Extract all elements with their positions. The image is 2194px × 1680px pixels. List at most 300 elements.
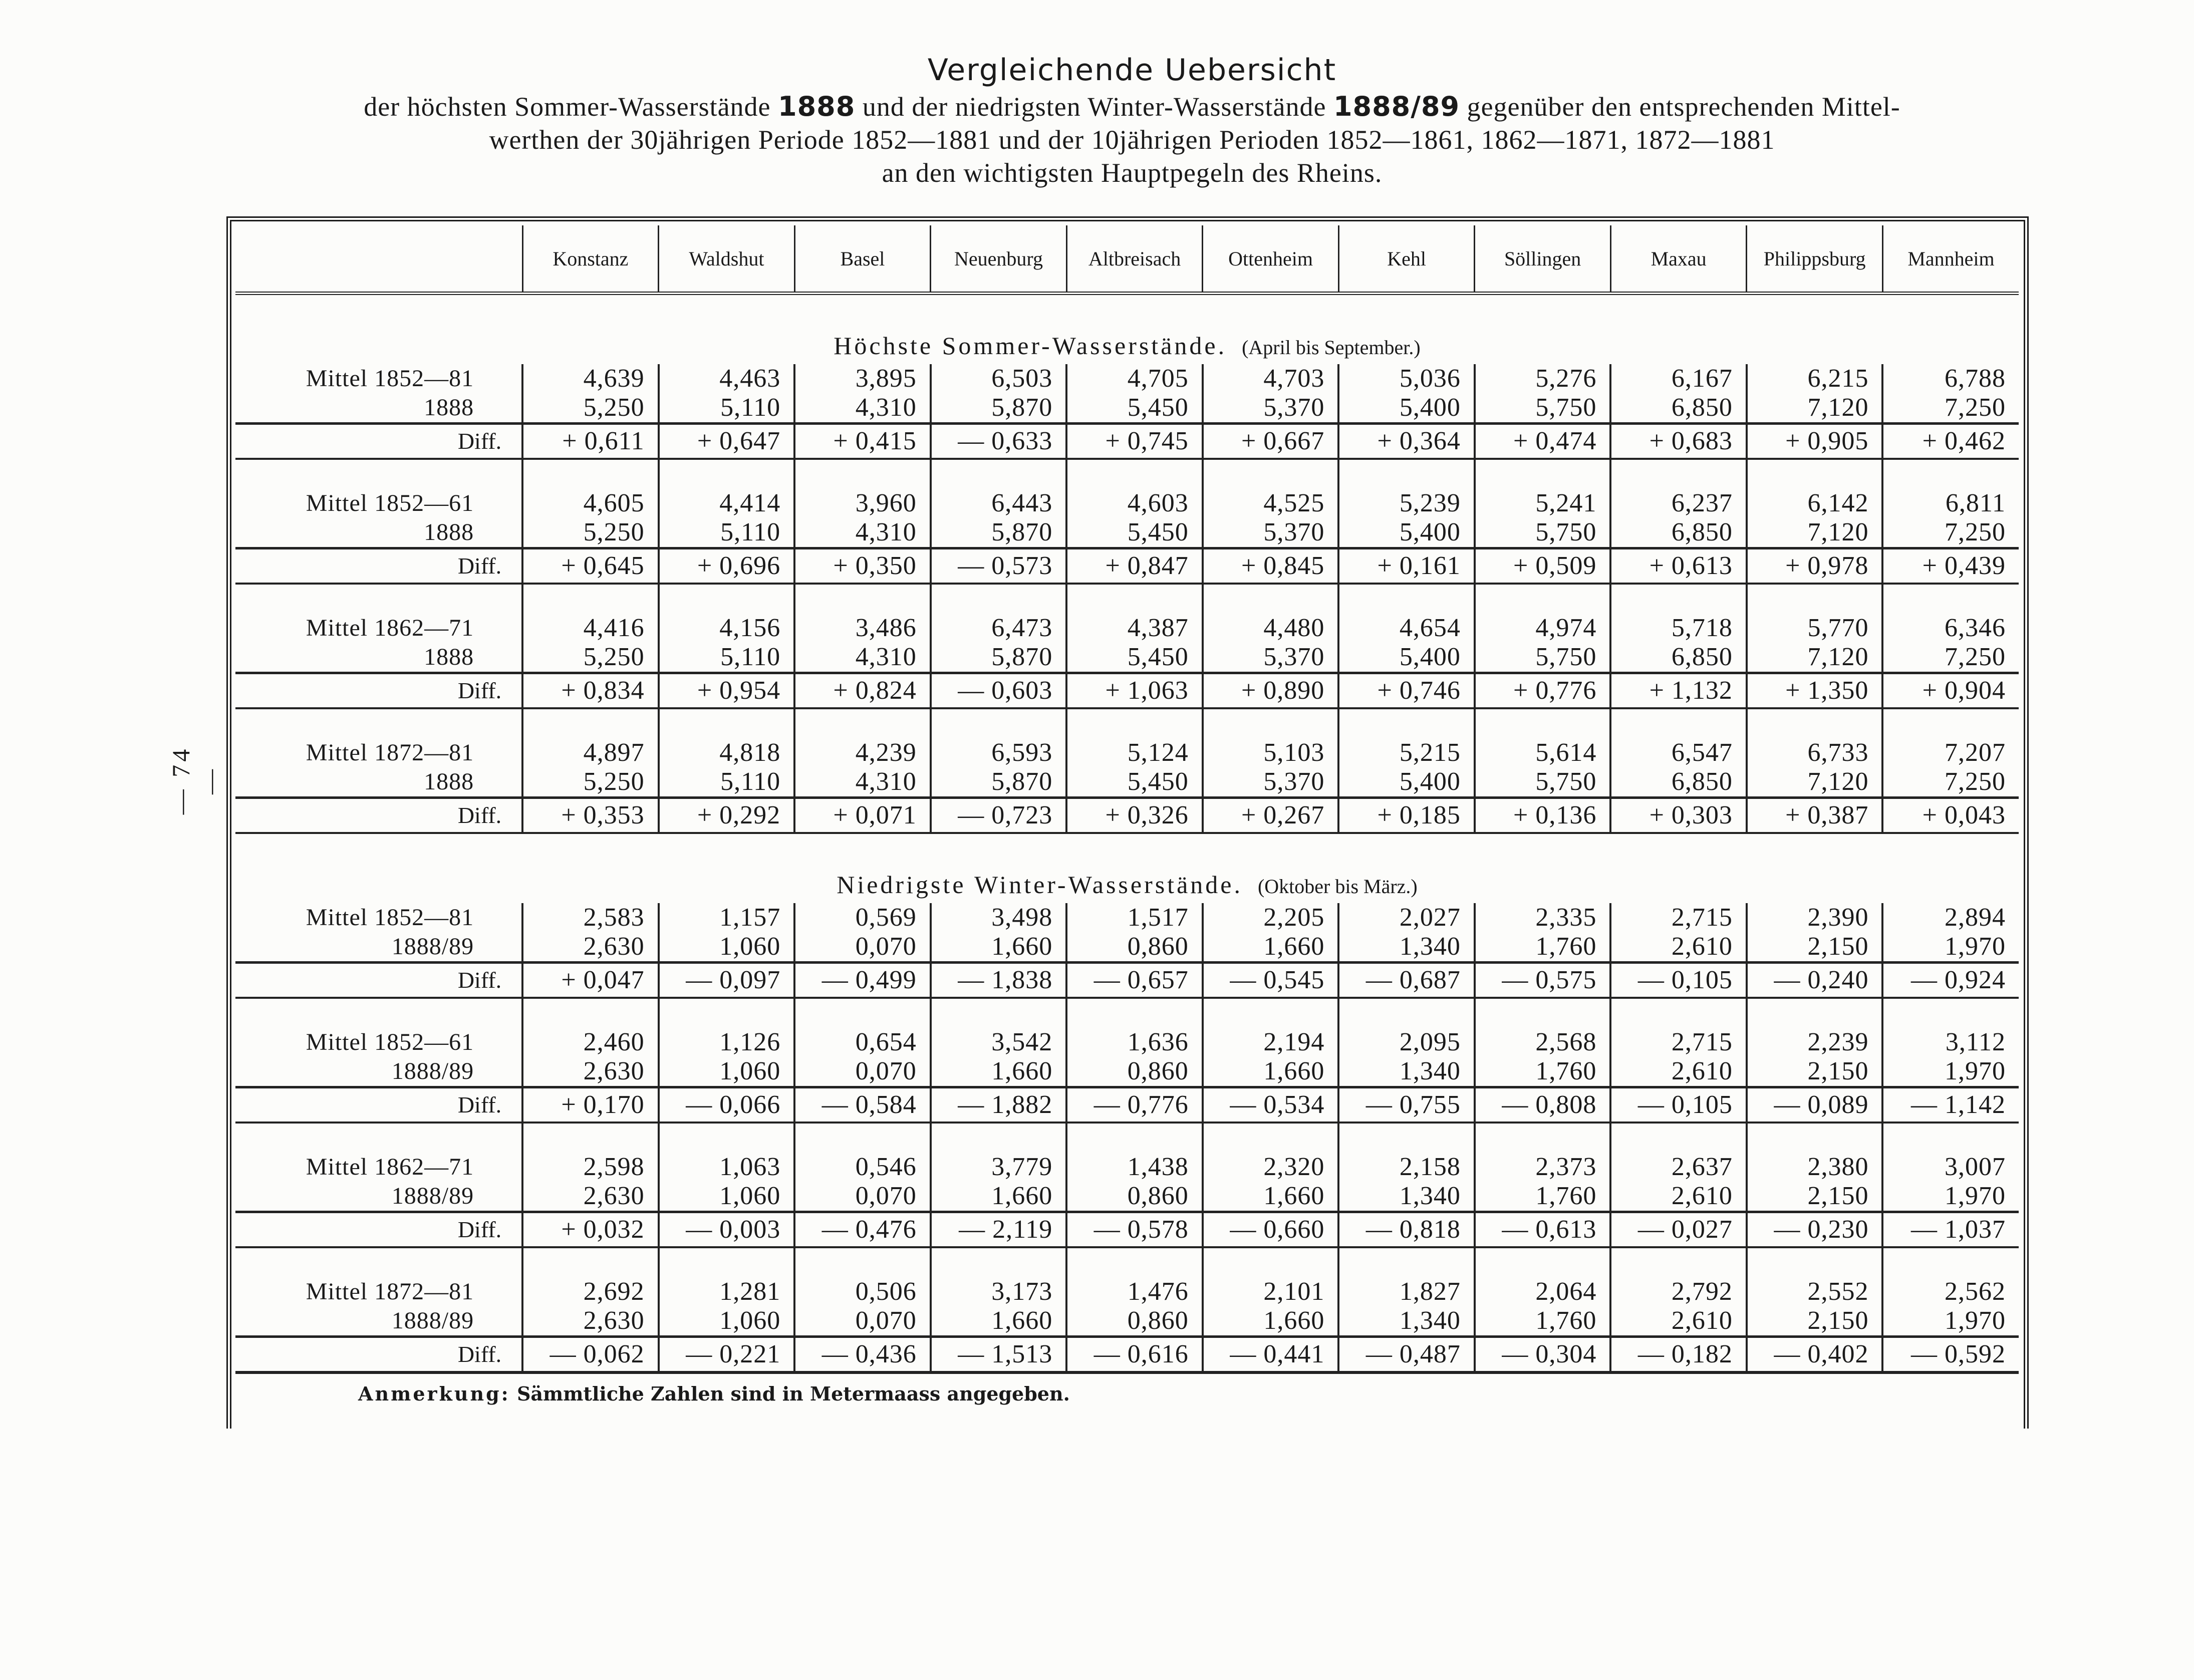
- spacer-cell: [1338, 584, 1475, 614]
- value-cell: — 0,003: [659, 1212, 795, 1248]
- spacer-cell: [659, 584, 795, 614]
- table-row-diff: [235, 1337, 2019, 1373]
- value-cell: 7,207: [1882, 738, 2019, 767]
- value-cell: 5,036: [1338, 364, 1475, 393]
- spacer-cell: [1066, 1123, 1203, 1153]
- value-cell: 6,215: [1747, 364, 1883, 393]
- value-cell: 7,120: [1747, 393, 1883, 424]
- value-cell: 3,779: [931, 1153, 1067, 1182]
- value-cell: 4,654: [1338, 614, 1475, 643]
- value-cell: + 0,954: [659, 673, 795, 709]
- value-cell: + 0,683: [1610, 424, 1747, 459]
- value-cell: 2,610: [1610, 932, 1747, 963]
- value-cell: 5,718: [1610, 614, 1747, 643]
- spacer-label-cell: [235, 1123, 522, 1153]
- value-cell: 3,007: [1882, 1153, 2019, 1182]
- title-line-1-part-a: der höchsten Sommer-Wasserstände: [364, 92, 771, 122]
- value-cell: — 0,097: [659, 963, 795, 998]
- spacer-label-cell: [235, 459, 522, 489]
- value-cell: 1,476: [1066, 1277, 1203, 1306]
- section-title-row: [235, 833, 2019, 903]
- station-header: Mannheim: [1882, 225, 2019, 294]
- value-cell: — 0,105: [1610, 1087, 1747, 1123]
- value-cell: 6,443: [931, 489, 1067, 518]
- value-cell: — 1,037: [1882, 1212, 2019, 1248]
- value-cell: 2,715: [1610, 1028, 1747, 1057]
- value-cell: 5,241: [1475, 489, 1611, 518]
- value-cell: + 0,509: [1475, 548, 1611, 584]
- row-label: Mittel 1872—81: [306, 739, 474, 766]
- value-cell: 2,610: [1610, 1057, 1747, 1087]
- value-cell: 2,630: [522, 1182, 659, 1212]
- value-cell: — 0,924: [1882, 963, 2019, 998]
- station-header: Maxau: [1610, 225, 1747, 294]
- value-cell: 1,827: [1338, 1277, 1475, 1306]
- value-cell: 2,027: [1338, 903, 1475, 932]
- value-cell: — 0,534: [1203, 1087, 1339, 1123]
- value-cell: — 0,575: [1475, 963, 1611, 998]
- value-cell: 2,610: [1610, 1182, 1747, 1212]
- value-cell: + 0,645: [522, 548, 659, 584]
- value-cell: 1,970: [1882, 932, 2019, 963]
- spacer-cell: [1066, 584, 1203, 614]
- value-cell: — 0,304: [1475, 1337, 1611, 1373]
- value-cell: 1,660: [931, 1306, 1067, 1337]
- value-cell: — 0,818: [1338, 1212, 1475, 1248]
- value-cell: 1,060: [659, 932, 795, 963]
- value-cell: — 0,723: [931, 798, 1067, 833]
- value-cell: 5,450: [1066, 767, 1203, 798]
- value-cell: — 0,027: [1610, 1212, 1747, 1248]
- value-cell: 2,460: [522, 1028, 659, 1057]
- row-label: Diff.: [235, 548, 522, 584]
- value-cell: 3,895: [794, 364, 931, 393]
- table-row-mean: [235, 1028, 2019, 1057]
- value-cell: 1,060: [659, 1182, 795, 1212]
- value-cell: 2,894: [1882, 903, 2019, 932]
- value-cell: 2,205: [1203, 903, 1339, 932]
- value-cell: 5,215: [1338, 738, 1475, 767]
- value-cell: — 0,578: [1066, 1212, 1203, 1248]
- table-row-diff: [235, 1087, 2019, 1123]
- row-label: 1888: [235, 767, 522, 798]
- title-year-summer: 1888: [778, 91, 856, 122]
- value-cell: 1,063: [659, 1153, 795, 1182]
- section-title-text: Niedrigste Winter-Wasserstände.: [837, 871, 1243, 899]
- value-cell: 3,498: [931, 903, 1067, 932]
- value-cell: + 0,890: [1203, 673, 1339, 709]
- value-cell: 1,126: [659, 1028, 795, 1057]
- section-subtitle: (April bis September.): [1242, 336, 1421, 359]
- value-cell: 1,660: [1203, 932, 1339, 963]
- value-cell: 5,103: [1203, 738, 1339, 767]
- value-cell: 7,120: [1747, 518, 1883, 548]
- value-cell: 5,870: [931, 518, 1067, 548]
- title-line-3: an den wichtigsten Hauptpegeln des Rheins.: [882, 158, 1383, 188]
- value-cell: 0,506: [794, 1277, 931, 1306]
- row-label: Diff.: [235, 1212, 522, 1248]
- footnote-text: Sämmtliche Zahlen sind in Metermaass angegeben.: [516, 1382, 1070, 1405]
- value-cell: 2,568: [1475, 1028, 1611, 1057]
- row-label: Diff.: [235, 798, 522, 833]
- spacer-cell: [931, 584, 1067, 614]
- row-label: Diff.: [235, 963, 522, 998]
- row-label: 1888/89: [235, 932, 522, 963]
- value-cell: — 2,119: [931, 1212, 1067, 1248]
- title-line-1: [210, 90, 2054, 123]
- group-spacer: [235, 998, 2019, 1028]
- value-cell: 5,370: [1203, 767, 1339, 798]
- value-cell: 2,380: [1747, 1153, 1883, 1182]
- value-cell: 2,562: [1882, 1277, 2019, 1306]
- value-cell: 0,654: [794, 1028, 931, 1057]
- spacer-cell: [1610, 708, 1747, 738]
- value-cell: — 0,573: [931, 548, 1067, 584]
- value-cell: 2,373: [1475, 1153, 1611, 1182]
- value-cell: + 0,745: [1066, 424, 1203, 459]
- spacer-cell: [1338, 459, 1475, 489]
- spacer-cell: [1066, 459, 1203, 489]
- value-cell: 4,310: [794, 518, 931, 548]
- table-row-diff: [235, 798, 2019, 833]
- spacer-cell: [1882, 1247, 2019, 1277]
- value-cell: 4,239: [794, 738, 931, 767]
- spacer-cell: [1338, 998, 1475, 1028]
- value-cell: 4,310: [794, 643, 931, 673]
- value-cell: — 0,221: [659, 1337, 795, 1373]
- spacer-cell: [794, 1247, 931, 1277]
- value-cell: 1,760: [1475, 1306, 1611, 1337]
- station-header: Ottenheim: [1203, 225, 1339, 294]
- spacer-cell: [1066, 998, 1203, 1028]
- value-cell: 2,064: [1475, 1277, 1611, 1306]
- value-cell: 0,860: [1066, 1182, 1203, 1212]
- value-cell: 4,974: [1475, 614, 1611, 643]
- row-label: Diff.: [235, 1337, 522, 1373]
- value-cell: 4,156: [659, 614, 795, 643]
- value-cell: + 0,353: [522, 798, 659, 833]
- value-cell: 2,095: [1338, 1028, 1475, 1057]
- value-cell: 1,340: [1338, 1057, 1475, 1087]
- table-row-year: [235, 518, 2019, 548]
- value-cell: + 0,032: [522, 1212, 659, 1248]
- value-cell: 7,250: [1882, 643, 2019, 673]
- footnote: [358, 1382, 1070, 1405]
- value-cell: — 1,142: [1882, 1087, 2019, 1123]
- value-cell: 6,850: [1610, 767, 1747, 798]
- value-cell: 1,636: [1066, 1028, 1203, 1057]
- value-cell: + 1,132: [1610, 673, 1747, 709]
- value-cell: 5,750: [1475, 767, 1611, 798]
- value-cell: — 0,402: [1747, 1337, 1883, 1373]
- value-cell: 1,340: [1338, 1306, 1475, 1337]
- value-cell: 1,340: [1338, 932, 1475, 963]
- spacer-cell: [1882, 459, 2019, 489]
- station-header: Basel: [794, 225, 931, 294]
- value-cell: 1,660: [1203, 1306, 1339, 1337]
- spacer-cell: [1882, 708, 2019, 738]
- spacer-cell: [1203, 1247, 1339, 1277]
- value-cell: — 0,476: [794, 1212, 931, 1248]
- spacer-cell: [931, 708, 1067, 738]
- value-cell: 1,660: [1203, 1057, 1339, 1087]
- section-title: [235, 833, 2019, 903]
- value-cell: — 0,613: [1475, 1212, 1611, 1248]
- value-cell: 0,569: [794, 903, 931, 932]
- table-row-year: [235, 1306, 2019, 1337]
- value-cell: + 0,667: [1203, 424, 1339, 459]
- spacer-cell: [1475, 459, 1611, 489]
- spacer-label-cell: [235, 1247, 522, 1277]
- spacer-cell: [1203, 998, 1339, 1028]
- station-header: Söllingen: [1475, 225, 1611, 294]
- value-cell: 3,960: [794, 489, 931, 518]
- spacer-cell: [1610, 998, 1747, 1028]
- value-cell: 1,760: [1475, 1182, 1611, 1212]
- value-cell: 5,870: [931, 767, 1067, 798]
- value-cell: 5,750: [1475, 518, 1611, 548]
- value-cell: + 0,978: [1747, 548, 1883, 584]
- row-label: Diff.: [235, 424, 522, 459]
- value-cell: 6,237: [1610, 489, 1747, 518]
- section-title-text: Höchste Sommer-Wasserstände.: [834, 332, 1227, 360]
- value-cell: 1,760: [1475, 932, 1611, 963]
- value-cell: — 0,436: [794, 1337, 931, 1373]
- station-header: Konstanz: [522, 225, 659, 294]
- value-cell: + 0,845: [1203, 548, 1339, 584]
- value-cell: + 0,462: [1882, 424, 2019, 459]
- value-cell: 1,157: [659, 903, 795, 932]
- station-header: Neuenburg: [931, 225, 1067, 294]
- spacer-cell: [1610, 584, 1747, 614]
- section-subtitle: (Oktober bis März.): [1257, 875, 1418, 898]
- header-corner: [235, 225, 522, 294]
- value-cell: 6,346: [1882, 614, 2019, 643]
- value-cell: + 1,350: [1747, 673, 1883, 709]
- value-cell: 4,310: [794, 767, 931, 798]
- row-label: 1888/89: [235, 1306, 522, 1337]
- value-cell: 2,150: [1747, 1306, 1883, 1337]
- section-title-row: [235, 294, 2019, 365]
- value-cell: 7,120: [1747, 767, 1883, 798]
- value-cell: + 0,071: [794, 798, 931, 833]
- spacer-cell: [522, 998, 659, 1028]
- value-cell: 2,792: [1610, 1277, 1747, 1306]
- value-cell: + 0,047: [522, 963, 659, 998]
- value-cell: + 0,613: [1610, 548, 1747, 584]
- value-cell: — 0,240: [1747, 963, 1883, 998]
- value-cell: 6,850: [1610, 643, 1747, 673]
- spacer-cell: [1338, 1123, 1475, 1153]
- value-cell: 0,070: [794, 1057, 931, 1087]
- value-cell: — 0,499: [794, 963, 931, 998]
- spacer-cell: [1475, 584, 1611, 614]
- value-cell: 0,070: [794, 932, 931, 963]
- value-cell: 2,630: [522, 932, 659, 963]
- value-cell: 4,897: [522, 738, 659, 767]
- spacer-cell: [659, 1123, 795, 1153]
- value-cell: + 0,696: [659, 548, 795, 584]
- value-cell: 2,630: [522, 1306, 659, 1337]
- spacer-cell: [1475, 998, 1611, 1028]
- value-cell: 0,070: [794, 1182, 931, 1212]
- value-cell: + 1,063: [1066, 673, 1203, 709]
- value-cell: + 0,847: [1066, 548, 1203, 584]
- value-cell: 0,860: [1066, 932, 1203, 963]
- spacer-cell: [1610, 1247, 1747, 1277]
- value-cell: + 0,776: [1475, 673, 1611, 709]
- value-cell: + 0,439: [1882, 548, 2019, 584]
- value-cell: + 0,834: [522, 673, 659, 709]
- value-cell: 7,250: [1882, 393, 2019, 424]
- title-main: Vergleichende Uebersicht: [927, 53, 1337, 88]
- value-cell: + 0,387: [1747, 798, 1883, 833]
- value-cell: 0,860: [1066, 1057, 1203, 1087]
- value-cell: 1,970: [1882, 1306, 2019, 1337]
- spacer-label-cell: [235, 998, 522, 1028]
- value-cell: 5,276: [1475, 364, 1611, 393]
- group-spacer: [235, 1247, 2019, 1277]
- value-cell: 4,310: [794, 393, 931, 424]
- value-cell: 1,660: [931, 1057, 1067, 1087]
- spacer-cell: [1203, 708, 1339, 738]
- value-cell: 1,660: [931, 932, 1067, 963]
- table-row-year: [235, 932, 2019, 963]
- value-cell: 2,692: [522, 1277, 659, 1306]
- station-header-row: [235, 225, 2019, 294]
- value-cell: 0,070: [794, 1306, 931, 1337]
- value-cell: 5,750: [1475, 643, 1611, 673]
- value-cell: — 0,487: [1338, 1337, 1475, 1373]
- value-cell: — 0,062: [522, 1337, 659, 1373]
- spacer-label-cell: [235, 584, 522, 614]
- station-header: Waldshut: [659, 225, 795, 294]
- table-row-mean: [235, 489, 2019, 518]
- value-cell: 5,250: [522, 393, 659, 424]
- spacer-cell: [794, 459, 931, 489]
- spacer-cell: [1747, 1247, 1883, 1277]
- value-cell: — 0,776: [1066, 1087, 1203, 1123]
- spacer-cell: [931, 1247, 1067, 1277]
- title-line-2: werthen der 30jährigen Periode 1852—1881 und der 10jährigen Perioden 1852—1861, 1862—1871, 1872—1881: [489, 125, 1775, 155]
- value-cell: 2,150: [1747, 1182, 1883, 1212]
- value-cell: 5,110: [659, 643, 795, 673]
- value-cell: 5,870: [931, 643, 1067, 673]
- value-cell: 1,660: [1203, 1182, 1339, 1212]
- value-cell: — 0,105: [1610, 963, 1747, 998]
- table-row-mean: [235, 1153, 2019, 1182]
- value-cell: 6,850: [1610, 518, 1747, 548]
- value-cell: 1,970: [1882, 1182, 2019, 1212]
- value-cell: — 1,882: [931, 1087, 1067, 1123]
- station-header: Altbreisach: [1066, 225, 1203, 294]
- row-label: 1888/89: [235, 1057, 522, 1087]
- spacer-cell: [522, 708, 659, 738]
- value-cell: 6,503: [931, 364, 1067, 393]
- value-cell: 5,239: [1338, 489, 1475, 518]
- row-label: Mittel 1852—81: [306, 365, 474, 392]
- value-cell: — 0,755: [1338, 1087, 1475, 1123]
- value-cell: 7,250: [1882, 518, 2019, 548]
- value-cell: 1,340: [1338, 1182, 1475, 1212]
- table-row-diff: [235, 548, 2019, 584]
- spacer-cell: [931, 998, 1067, 1028]
- group-spacer: [235, 459, 2019, 489]
- value-cell: 6,733: [1747, 738, 1883, 767]
- value-cell: 1,060: [659, 1057, 795, 1087]
- spacer-cell: [1475, 1123, 1611, 1153]
- value-cell: 6,473: [931, 614, 1067, 643]
- table-row-year: [235, 767, 2019, 798]
- row-label: Mittel 1852—61: [306, 490, 474, 516]
- table-row-diff: [235, 673, 2019, 709]
- value-cell: + 0,267: [1203, 798, 1339, 833]
- value-cell: 6,811: [1882, 489, 2019, 518]
- value-cell: 2,150: [1747, 932, 1883, 963]
- spacer-cell: [1203, 459, 1339, 489]
- value-cell: 5,400: [1338, 643, 1475, 673]
- table-row-mean: [235, 364, 2019, 393]
- value-cell: 4,605: [522, 489, 659, 518]
- value-cell: 6,167: [1610, 364, 1747, 393]
- value-cell: 6,547: [1610, 738, 1747, 767]
- value-cell: 2,101: [1203, 1277, 1339, 1306]
- value-cell: 4,416: [522, 614, 659, 643]
- spacer-cell: [522, 584, 659, 614]
- page-number: — 74 —: [167, 746, 224, 815]
- spacer-cell: [1610, 459, 1747, 489]
- value-cell: 4,705: [1066, 364, 1203, 393]
- row-label: 1888: [235, 393, 522, 424]
- spacer-cell: [931, 1123, 1067, 1153]
- value-cell: 1,760: [1475, 1057, 1611, 1087]
- value-cell: — 0,660: [1203, 1212, 1339, 1248]
- value-cell: 5,110: [659, 393, 795, 424]
- value-cell: + 0,185: [1338, 798, 1475, 833]
- section-title: [235, 294, 2019, 365]
- row-label: Diff.: [235, 1087, 522, 1123]
- value-cell: — 0,657: [1066, 963, 1203, 998]
- value-cell: + 0,326: [1066, 798, 1203, 833]
- value-cell: 2,239: [1747, 1028, 1883, 1057]
- spacer-cell: [1475, 708, 1611, 738]
- value-cell: — 0,182: [1610, 1337, 1747, 1373]
- value-cell: 2,583: [522, 903, 659, 932]
- value-cell: 4,639: [522, 364, 659, 393]
- value-cell: + 0,364: [1338, 424, 1475, 459]
- value-cell: 4,480: [1203, 614, 1339, 643]
- value-cell: 1,060: [659, 1306, 795, 1337]
- spacer-label-cell: [235, 708, 522, 738]
- spacer-cell: [659, 708, 795, 738]
- footnote-lead: Anmerkung:: [358, 1382, 510, 1405]
- value-cell: 1,970: [1882, 1057, 2019, 1087]
- value-cell: + 0,161: [1338, 548, 1475, 584]
- spacer-cell: [1882, 1123, 2019, 1153]
- value-cell: 5,110: [659, 518, 795, 548]
- value-cell: 4,414: [659, 489, 795, 518]
- spacer-cell: [659, 998, 795, 1028]
- value-cell: 5,770: [1747, 614, 1883, 643]
- value-cell: 2,610: [1610, 1306, 1747, 1337]
- value-cell: — 0,603: [931, 673, 1067, 709]
- value-cell: 2,194: [1203, 1028, 1339, 1057]
- value-cell: 4,525: [1203, 489, 1339, 518]
- spacer-cell: [1747, 1123, 1883, 1153]
- value-cell: + 0,350: [794, 548, 931, 584]
- group-spacer: [235, 584, 2019, 614]
- value-cell: 1,281: [659, 1277, 795, 1306]
